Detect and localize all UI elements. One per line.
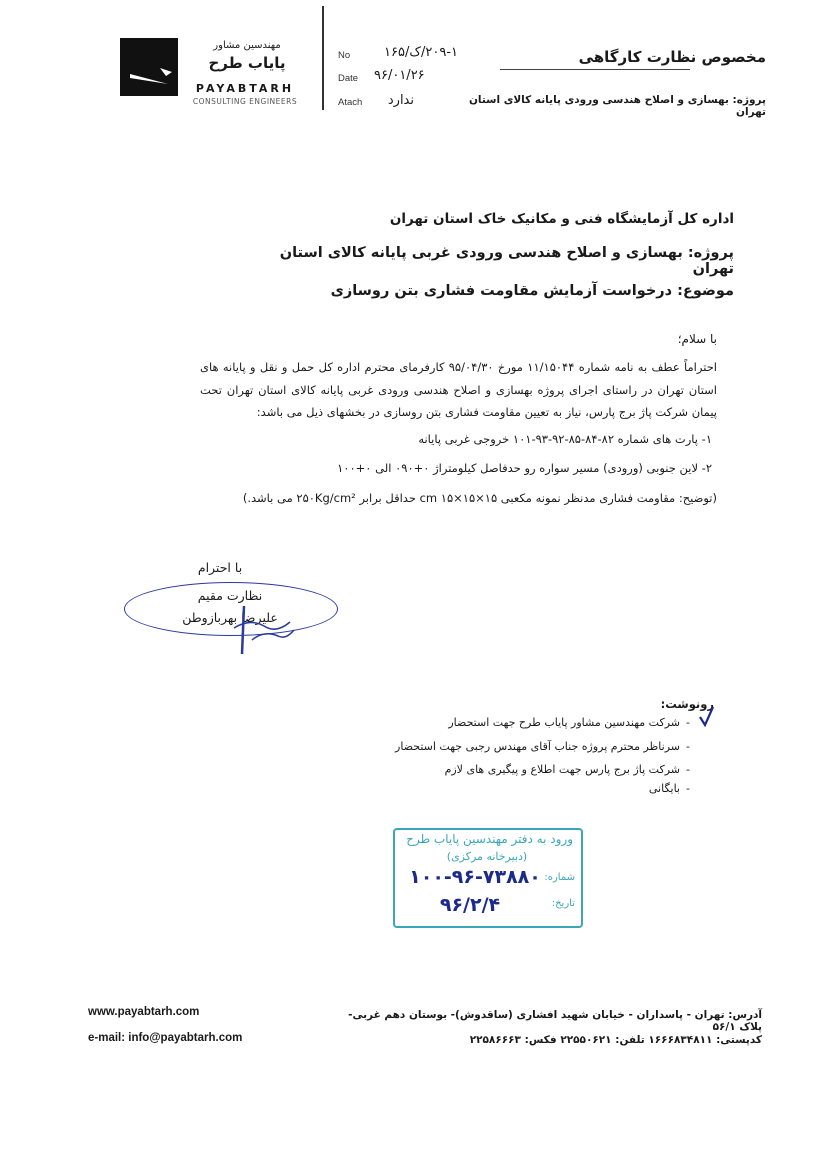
signature-name: علیرضا بهربازوطن — [182, 610, 278, 625]
receipt-stamp — [393, 828, 583, 928]
handwritten-signature-icon — [230, 600, 300, 660]
logo-english-subtitle: CONSULTING ENGINEERS — [192, 97, 298, 106]
reference-attachment-value: ندارد — [387, 93, 414, 108]
cc-item: بایگانی — [648, 782, 680, 795]
cc-bullet: - — [686, 782, 690, 795]
footer-email-link[interactable]: e-mail: info@payabtarh.com — [88, 1032, 243, 1044]
footer-contacts: کدپستی: ۱۶۶۶۸۳۴۸۱۱ تلفن: ۲۲۵۵۰۶۲۱ فکس: ۲۲۵۸۶۶۶۳ — [469, 1034, 762, 1046]
logo-persian-name: پایاب طرح — [208, 54, 286, 72]
checkmark-icon — [698, 705, 716, 727]
cc-item: شرکت پاژ برج پارس جهت اطلاع و پیگیری های لازم — [444, 763, 680, 776]
reference-number-value: ۲۰۹-۱/ک/۱۶۵ — [384, 45, 458, 60]
reference-number-label: No — [338, 50, 351, 61]
logo-persian-subtitle: مهندسین مشاور — [213, 40, 281, 51]
stamp-number-label: شماره: — [544, 872, 575, 883]
footer-website-link[interactable]: www.payabtarh.com — [88, 1006, 200, 1018]
cc-bullet: - — [686, 740, 690, 753]
cc-title: رونوشت: — [660, 697, 714, 711]
letterhead-project: پروژه: بهسازی و اصلاح هندسی ورودی پایانه کالای استان تهران — [468, 94, 766, 118]
stamp-number-value: ۱۰۰-۹۶-۷۳۸۸۰ — [409, 866, 541, 888]
signature-regards: با احترام — [197, 560, 243, 575]
stamp-title: ورود به دفتر مهندسین پایاب طرح — [406, 832, 573, 846]
request-item-1: ۱- پارت های شماره ۸۲-۸۴-۸۵-۹۲-۹۳-۱۰۱ خروجی غربی پایانه — [418, 432, 712, 446]
cc-item: سرناظر محترم پروژه جناب آقای مهندس رجبی جهت استحضار — [395, 740, 680, 753]
reference-date-label: Date — [338, 73, 359, 84]
cc-item: شرکت مهندسین مشاور پایاب طرح جهت استحضار — [448, 716, 680, 729]
addressee: اداره کل آزمایشگاه فنی و مکانیک خاک استان تهران — [389, 211, 734, 227]
letterhead-title: مخصوص نظارت کارگاهی — [578, 48, 766, 66]
footer-address: آدرس: تهران - پاسداران - خیابان شهید افشاری (ساقدوش)- بوستان دهم غربی- پلاک ۵۶/۱ — [348, 1009, 762, 1033]
logo-english-name: PAYABTARH — [195, 82, 295, 95]
greeting: با سلام؛ — [677, 332, 717, 346]
body-paragraph: احتراماً عطف به نامه شماره ۱۱/۱۵۰۴۴ مورخ ۹۵/۰۴/۳۰ کارفرمای محترم اداره کل حمل و نقل و پایانه های استان تهران در راستای اجرای پروژه بهسازی و اصلاح هندسی ورودی غربی پایانه کالای استان تهران تحت پیمان شرکت پاژ برج پارس، نیاز به تعیین مقاومت فشاری بتن روسازی در بخشهای ذیل می باشد: — [200, 360, 717, 419]
reference-attachment-label: Atach — [338, 97, 363, 108]
stamp-date-label: تاریخ: — [551, 898, 575, 909]
subject-line: موضوع: درخواست آزمایش مقاومت فشاری بتن روسازی — [330, 283, 734, 299]
cc-bullet: - — [686, 716, 690, 729]
signature-role: نظارت مقیم — [197, 588, 263, 603]
request-item-2: ۲- لاین جنوبی (ورودی) مسیر سواره رو حدفاصل کیلومتراژ ۰+۰۹۰ الی ۰+۱۰۰ — [337, 461, 712, 475]
project-line: پروژه: بهسازی و اصلاح هندسی ورودی غربی پایانه کالای استان تهران — [279, 245, 734, 277]
cc-bullet: - — [686, 763, 690, 776]
reference-date-value: ۹۶/۰۱/۲۶ — [374, 68, 425, 83]
strength-note: (توضیح: مقاومت فشاری مدنظر نمونه مکعبی ۱۵×۱۵×۱۵ cm حداقل برابر ۲۵۰Kg/cm² می باشد.) — [242, 491, 717, 505]
letterhead-underline — [500, 69, 690, 70]
header-divider — [322, 6, 324, 110]
stamp-subtitle: (دبیرخانه مرکزی) — [446, 850, 528, 863]
stamp-date-value: ۹۶/۲/۴ — [439, 894, 501, 916]
payabtarh-logo-icon — [120, 38, 178, 96]
